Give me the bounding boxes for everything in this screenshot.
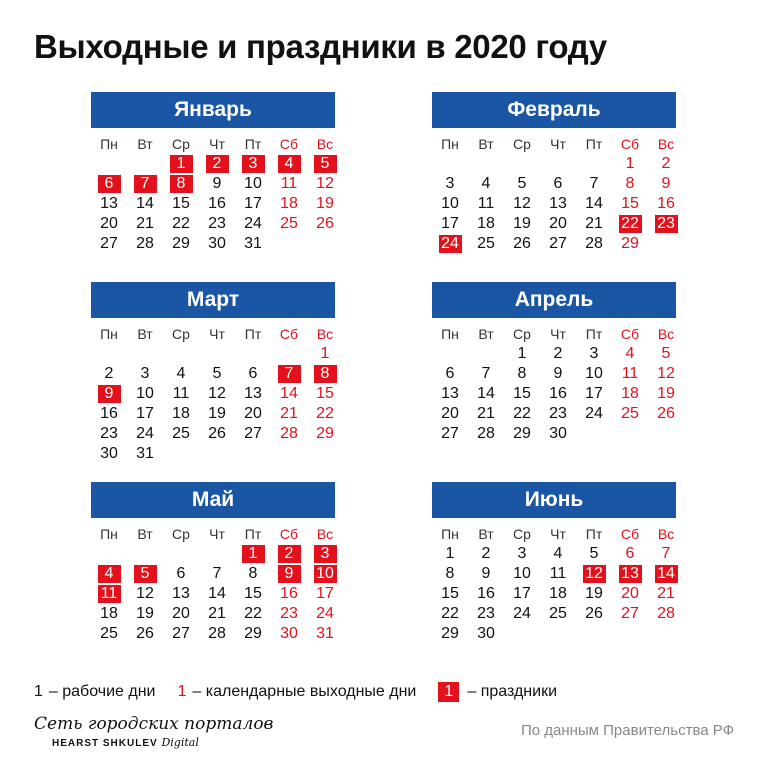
day-cell: 11: [621, 365, 639, 382]
day-cell: 18: [621, 385, 639, 402]
empty-cell: [127, 544, 163, 564]
day-cell: 11: [172, 385, 190, 402]
day-cell: 19: [585, 585, 603, 602]
weekday-header: Пт: [244, 136, 262, 152]
day-cell: 31: [136, 445, 154, 462]
day-cell: 8: [163, 174, 199, 194]
month-title: Июнь: [432, 482, 676, 518]
day-cell: 13: [612, 564, 648, 584]
day-cell: 14: [280, 385, 298, 402]
day-cell: 6: [91, 174, 127, 194]
weekday-header: Вс: [316, 136, 334, 152]
empty-cell: [468, 344, 504, 364]
legend: [34, 682, 579, 702]
day-cell: 7: [212, 565, 222, 582]
day-cell: 12: [208, 385, 226, 402]
day-cell: 9: [91, 384, 127, 404]
day-cell: 24: [244, 215, 262, 232]
weekday-header: Пн: [100, 526, 118, 542]
day-cell: 6: [553, 175, 563, 192]
logo-sub-text: HEARST SHKULEV: [52, 738, 158, 749]
day-cell: 5: [212, 365, 222, 382]
weekday-header: Сб: [620, 526, 640, 542]
day-cell: 22: [172, 215, 190, 232]
day-cell: 10: [513, 565, 531, 582]
legend-work: [34, 683, 155, 701]
day-cell: 18: [549, 585, 567, 602]
day-cell: 30: [208, 235, 226, 252]
empty-cell: [91, 154, 127, 174]
day-cell: 13: [549, 195, 567, 212]
day-cell: 5: [589, 545, 599, 562]
day-cell: 30: [280, 625, 298, 642]
day-cell: 24: [513, 605, 531, 622]
weekday-header: Сб: [279, 526, 299, 542]
day-cell: 14: [585, 195, 603, 212]
weekday-header: Вт: [478, 526, 494, 542]
month-may: [91, 482, 335, 644]
day-cell: 19: [136, 605, 154, 622]
day-cell: 25: [621, 405, 639, 422]
empty-cell: [91, 344, 127, 364]
day-cell: 23: [477, 605, 495, 622]
empty-cell: [91, 544, 127, 564]
day-cell: 7: [271, 364, 307, 384]
weekday-header: Сб: [620, 136, 640, 152]
day-cell: 6: [248, 365, 258, 382]
empty-cell: [127, 154, 163, 174]
day-cell: 5: [517, 175, 527, 192]
day-cell: 2: [199, 154, 235, 174]
legend-weekend-sample: 1: [177, 683, 187, 700]
month-title: Апрель: [432, 282, 676, 318]
day-cell: 21: [136, 215, 154, 232]
day-cell: 27: [549, 235, 567, 252]
day-cell: 10: [585, 365, 603, 382]
empty-cell: [235, 344, 271, 364]
month-title: Январь: [91, 92, 335, 128]
day-cell: 3: [140, 365, 150, 382]
weekday-header: Чт: [209, 526, 225, 542]
day-cell: 17: [441, 215, 459, 232]
weekday-header: Чт: [209, 326, 225, 342]
day-cell: 23: [208, 215, 226, 232]
empty-cell: [163, 344, 199, 364]
weekday-header: Сб: [279, 326, 299, 342]
weekday-header: Пн: [100, 326, 118, 342]
day-cell: 8: [248, 565, 258, 582]
empty-cell: [432, 344, 468, 364]
weekday-header: Ср: [172, 136, 190, 152]
day-cell: 22: [316, 405, 334, 422]
day-cell: 19: [513, 215, 531, 232]
day-cell: 12: [576, 564, 612, 584]
day-cell: 17: [244, 195, 262, 212]
day-cell: 16: [100, 405, 118, 422]
day-cell: 15: [621, 195, 639, 212]
month-january: [91, 92, 335, 254]
day-cell: 10: [244, 175, 262, 192]
day-cell: 30: [477, 625, 495, 642]
day-cell: 23: [549, 405, 567, 422]
day-cell: 6: [176, 565, 186, 582]
day-cell: 2: [104, 365, 114, 382]
day-cell: 16: [657, 195, 675, 212]
day-cell: 12: [316, 175, 334, 192]
day-cell: 20: [244, 405, 262, 422]
empty-cell: [432, 154, 468, 174]
day-cell: 28: [585, 235, 603, 252]
day-cell: 19: [316, 195, 334, 212]
day-cell: 21: [477, 405, 495, 422]
month-grid: [91, 524, 335, 644]
weekday-header: Пн: [441, 136, 459, 152]
legend-holiday: [438, 682, 557, 702]
logo-name: Сеть городских порталов: [34, 714, 274, 734]
day-cell: 4: [91, 564, 127, 584]
day-cell: 22: [244, 605, 262, 622]
day-cell: 15: [441, 585, 459, 602]
day-cell: 16: [208, 195, 226, 212]
day-cell: 30: [549, 425, 567, 442]
day-cell: 28: [657, 605, 675, 622]
day-cell: 26: [208, 425, 226, 442]
day-cell: 2: [271, 544, 307, 564]
day-cell: 28: [136, 235, 154, 252]
weekday-header: Чт: [550, 326, 566, 342]
day-cell: 1: [163, 154, 199, 174]
day-cell: 19: [657, 385, 675, 402]
day-cell: 6: [445, 365, 455, 382]
day-cell: 29: [244, 625, 262, 642]
day-cell: 1: [445, 545, 455, 562]
day-cell: 25: [549, 605, 567, 622]
day-cell: 21: [657, 585, 675, 602]
month-grid: [432, 524, 676, 644]
day-cell: 27: [172, 625, 190, 642]
brand-logo: [34, 714, 273, 749]
day-cell: 30: [100, 445, 118, 462]
day-cell: 22: [441, 605, 459, 622]
day-cell: 21: [208, 605, 226, 622]
day-cell: 18: [280, 195, 298, 212]
weekday-header: Ср: [513, 136, 531, 152]
day-cell: 4: [625, 345, 635, 362]
day-cell: 27: [100, 235, 118, 252]
month-february: [432, 92, 676, 254]
weekday-header: Пт: [585, 136, 603, 152]
weekday-header: Пн: [441, 326, 459, 342]
day-cell: 14: [136, 195, 154, 212]
month-june: [432, 482, 676, 644]
day-cell: 15: [316, 385, 334, 402]
day-cell: 4: [271, 154, 307, 174]
day-cell: 9: [661, 175, 671, 192]
day-cell: 9: [481, 565, 491, 582]
day-cell: 26: [585, 605, 603, 622]
day-cell: 23: [280, 605, 298, 622]
day-cell: 25: [280, 215, 298, 232]
day-cell: 9: [212, 175, 222, 192]
day-cell: 11: [477, 195, 495, 212]
day-cell: 2: [553, 345, 563, 362]
weekday-header: Сб: [620, 326, 640, 342]
day-cell: 1: [320, 345, 330, 362]
weekday-header: Чт: [550, 526, 566, 542]
day-cell: 14: [477, 385, 495, 402]
day-cell: 8: [517, 365, 527, 382]
day-cell: 29: [441, 625, 459, 642]
month-title: Май: [91, 482, 335, 518]
month-grid: [91, 324, 335, 464]
day-cell: 12: [657, 365, 675, 382]
weekday-header: Ср: [172, 526, 190, 542]
weekday-header: Вс: [316, 326, 334, 342]
month-title: Февраль: [432, 92, 676, 128]
day-cell: 7: [661, 545, 671, 562]
day-cell: 24: [432, 234, 468, 254]
weekday-header: Пн: [100, 136, 118, 152]
day-cell: 9: [271, 564, 307, 584]
page-title: Выходные и праздники в 2020 году: [34, 28, 607, 65]
day-cell: 10: [136, 385, 154, 402]
weekday-header: Вс: [657, 526, 675, 542]
day-cell: 22: [513, 405, 531, 422]
weekday-header: Вт: [478, 326, 494, 342]
day-cell: 7: [481, 365, 491, 382]
day-cell: 8: [445, 565, 455, 582]
month-grid: [432, 134, 676, 254]
weekday-header: Чт: [550, 136, 566, 152]
day-cell: 29: [513, 425, 531, 442]
day-cell: 28: [477, 425, 495, 442]
day-cell: 8: [625, 175, 635, 192]
day-cell: 21: [280, 405, 298, 422]
empty-cell: [504, 154, 540, 174]
day-cell: 4: [553, 545, 563, 562]
day-cell: 5: [307, 154, 343, 174]
day-cell: 15: [244, 585, 262, 602]
day-cell: 7: [127, 174, 163, 194]
day-cell: 17: [513, 585, 531, 602]
weekday-header: Вт: [137, 136, 153, 152]
weekday-header: Пн: [441, 526, 459, 542]
legend-weekend: [177, 683, 416, 701]
day-cell: 6: [625, 545, 635, 562]
day-cell: 14: [648, 564, 684, 584]
day-cell: 13: [441, 385, 459, 402]
day-cell: 5: [661, 345, 671, 362]
day-cell: 27: [441, 425, 459, 442]
day-cell: 12: [513, 195, 531, 212]
day-cell: 8: [307, 364, 343, 384]
month-march: [91, 282, 335, 464]
month-april: [432, 282, 676, 444]
month-title: Март: [91, 282, 335, 318]
day-cell: 18: [172, 405, 190, 422]
day-cell: 17: [316, 585, 334, 602]
day-cell: 28: [208, 625, 226, 642]
weekday-header: Вт: [137, 526, 153, 542]
month-grid: [432, 324, 676, 444]
empty-cell: [199, 344, 235, 364]
weekday-header: Вт: [137, 326, 153, 342]
weekday-header: Пт: [585, 526, 603, 542]
day-cell: 19: [208, 405, 226, 422]
day-cell: 21: [585, 215, 603, 232]
weekday-header: Ср: [172, 326, 190, 342]
day-cell: 20: [621, 585, 639, 602]
day-cell: 7: [589, 175, 599, 192]
day-cell: 23: [648, 214, 684, 234]
day-cell: 24: [316, 605, 334, 622]
day-cell: 13: [100, 195, 118, 212]
weekday-header: Ср: [513, 326, 531, 342]
day-cell: 24: [136, 425, 154, 442]
day-cell: 3: [235, 154, 271, 174]
day-cell: 23: [100, 425, 118, 442]
day-cell: 26: [513, 235, 531, 252]
day-cell: 24: [585, 405, 603, 422]
day-cell: 2: [661, 155, 671, 172]
day-cell: 10: [307, 564, 343, 584]
weekday-header: Пт: [244, 326, 262, 342]
empty-cell: [576, 154, 612, 174]
day-cell: 3: [517, 545, 527, 562]
day-cell: 2: [481, 545, 491, 562]
weekday-header: Вт: [478, 136, 494, 152]
day-cell: 14: [208, 585, 226, 602]
day-cell: 26: [657, 405, 675, 422]
day-cell: 31: [244, 235, 262, 252]
empty-cell: [468, 154, 504, 174]
month-grid: [91, 134, 335, 254]
day-cell: 9: [553, 365, 563, 382]
source-note: По данным Правительства РФ: [520, 722, 734, 739]
logo-sub-italic: Digital: [161, 736, 199, 749]
day-cell: 16: [477, 585, 495, 602]
legend-weekend-label: – календарные выходные дни: [192, 683, 417, 700]
day-cell: 5: [127, 564, 163, 584]
day-cell: 1: [625, 155, 635, 172]
day-cell: 11: [91, 584, 127, 604]
empty-cell: [163, 544, 199, 564]
day-cell: 18: [477, 215, 495, 232]
day-cell: 20: [100, 215, 118, 232]
day-cell: 13: [172, 585, 190, 602]
day-cell: 25: [477, 235, 495, 252]
weekday-header: Пт: [244, 526, 262, 542]
legend-holiday-label: – праздники: [467, 683, 558, 700]
empty-cell: [199, 544, 235, 564]
weekday-header: Вс: [657, 136, 675, 152]
day-cell: 28: [280, 425, 298, 442]
day-cell: 1: [517, 345, 527, 362]
weekday-header: Ср: [513, 526, 531, 542]
day-cell: 15: [172, 195, 190, 212]
day-cell: 17: [585, 385, 603, 402]
day-cell: 18: [100, 605, 118, 622]
day-cell: 16: [280, 585, 298, 602]
day-cell: 4: [176, 365, 186, 382]
day-cell: 31: [316, 625, 334, 642]
legend-work-label: – рабочие дни: [48, 683, 156, 700]
weekday-header: Пт: [585, 326, 603, 342]
empty-cell: [540, 154, 576, 174]
legend-work-sample: 1: [34, 683, 43, 700]
weekday-header: Вс: [316, 526, 334, 542]
day-cell: 20: [441, 405, 459, 422]
day-cell: 12: [136, 585, 154, 602]
day-cell: 3: [589, 345, 599, 362]
weekday-header: Чт: [209, 136, 225, 152]
day-cell: 15: [513, 385, 531, 402]
day-cell: 29: [172, 235, 190, 252]
day-cell: 16: [549, 385, 567, 402]
day-cell: 22: [612, 214, 648, 234]
legend-holiday-sample: 1: [438, 682, 459, 702]
day-cell: 29: [316, 425, 334, 442]
day-cell: 17: [136, 405, 154, 422]
logo-sub: [34, 736, 273, 749]
day-cell: 20: [549, 215, 567, 232]
day-cell: 3: [445, 175, 455, 192]
day-cell: 27: [244, 425, 262, 442]
weekday-header: Вс: [657, 326, 675, 342]
day-cell: 26: [136, 625, 154, 642]
day-cell: 25: [172, 425, 190, 442]
day-cell: 11: [549, 565, 567, 582]
weekday-header: Сб: [279, 136, 299, 152]
day-cell: 29: [621, 235, 639, 252]
day-cell: 11: [280, 175, 298, 192]
day-cell: 10: [441, 195, 459, 212]
empty-cell: [271, 344, 307, 364]
day-cell: 1: [235, 544, 271, 564]
day-cell: 3: [307, 544, 343, 564]
day-cell: 4: [481, 175, 491, 192]
day-cell: 13: [244, 385, 262, 402]
day-cell: 27: [621, 605, 639, 622]
day-cell: 25: [100, 625, 118, 642]
day-cell: 20: [172, 605, 190, 622]
empty-cell: [127, 344, 163, 364]
day-cell: 26: [316, 215, 334, 232]
